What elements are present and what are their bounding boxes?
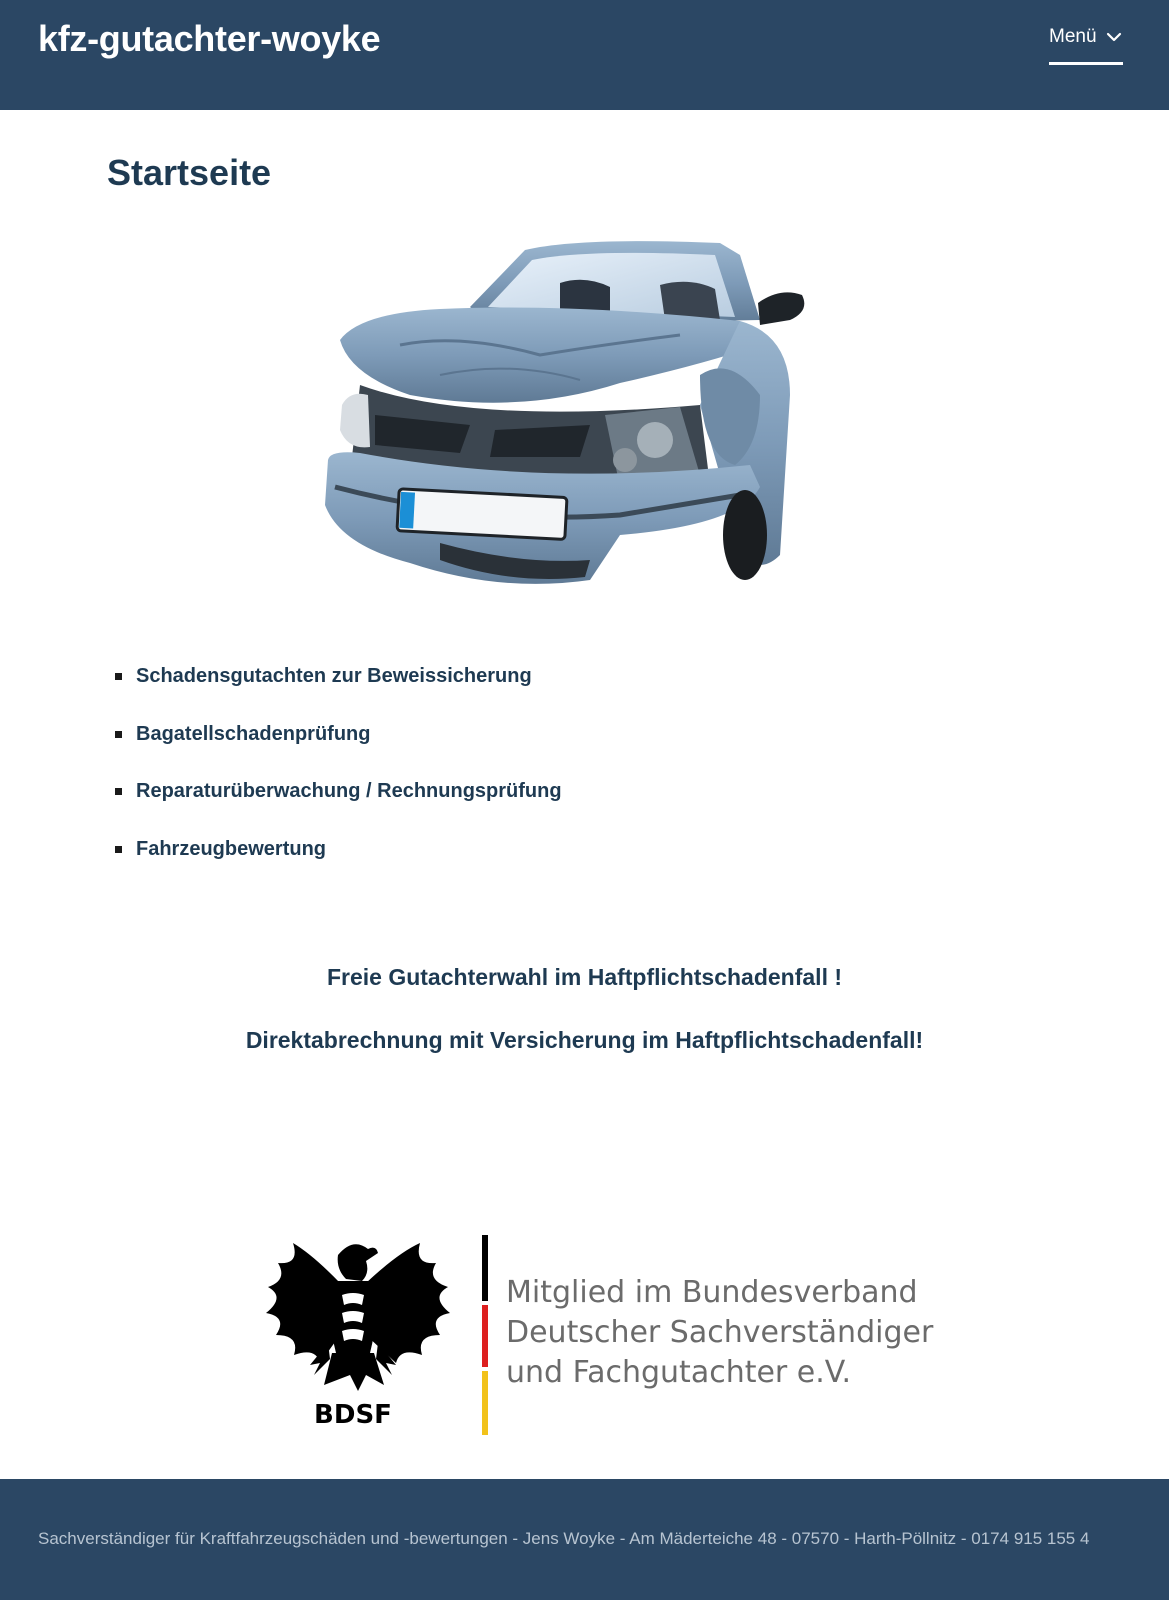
menu-label[interactable]: Menü (1049, 26, 1097, 47)
membership-text (506, 1273, 933, 1393)
claim-free-choice: Freie Gutachterwahl im Haftpflichtschadenfall ! (326, 964, 843, 990)
footer-contact: Sachverständiger für Kraftfahrzeugschäden und -bewertungen - Jens Woyke - Am Mäderteiche 48 - 07570 - Harth-Pöllnitz - 0174 915 155 4 (38, 1529, 1090, 1548)
damaged-car-image (320, 225, 850, 615)
site-title[interactable]: kfz-gutachter-woyke (38, 18, 381, 59)
membership-line: und Fachgutachter e.V. (506, 1355, 851, 1390)
membership-line: Mitglied im Bundesverband (506, 1275, 918, 1310)
list-item: Bagatellschadenprüfung (115, 716, 562, 774)
site-header (0, 0, 1169, 110)
claim-direct-billing: Direktabrechnung mit Versicherung im Haftpflichtschadenfall! (245, 1027, 924, 1053)
list-item: Schadensgutachten zur Beweissicherung (115, 658, 562, 716)
eagle-icon (258, 1235, 498, 1445)
services-list (115, 658, 562, 888)
flag-stripe (479, 1235, 491, 1435)
menu-button[interactable] (1049, 24, 1123, 65)
bdsf-membership-badge (258, 1235, 934, 1445)
membership-line: Deutscher Sachverständiger (506, 1315, 934, 1350)
list-item: Reparaturüberwachung / Rechnungsprüfung (115, 773, 562, 831)
list-item: Fahrzeugbewertung (115, 831, 562, 889)
page-title: Startseite (107, 152, 272, 193)
bdsf-logo-text: BDSF (314, 1400, 392, 1430)
chevron-down-icon[interactable] (1105, 24, 1123, 50)
